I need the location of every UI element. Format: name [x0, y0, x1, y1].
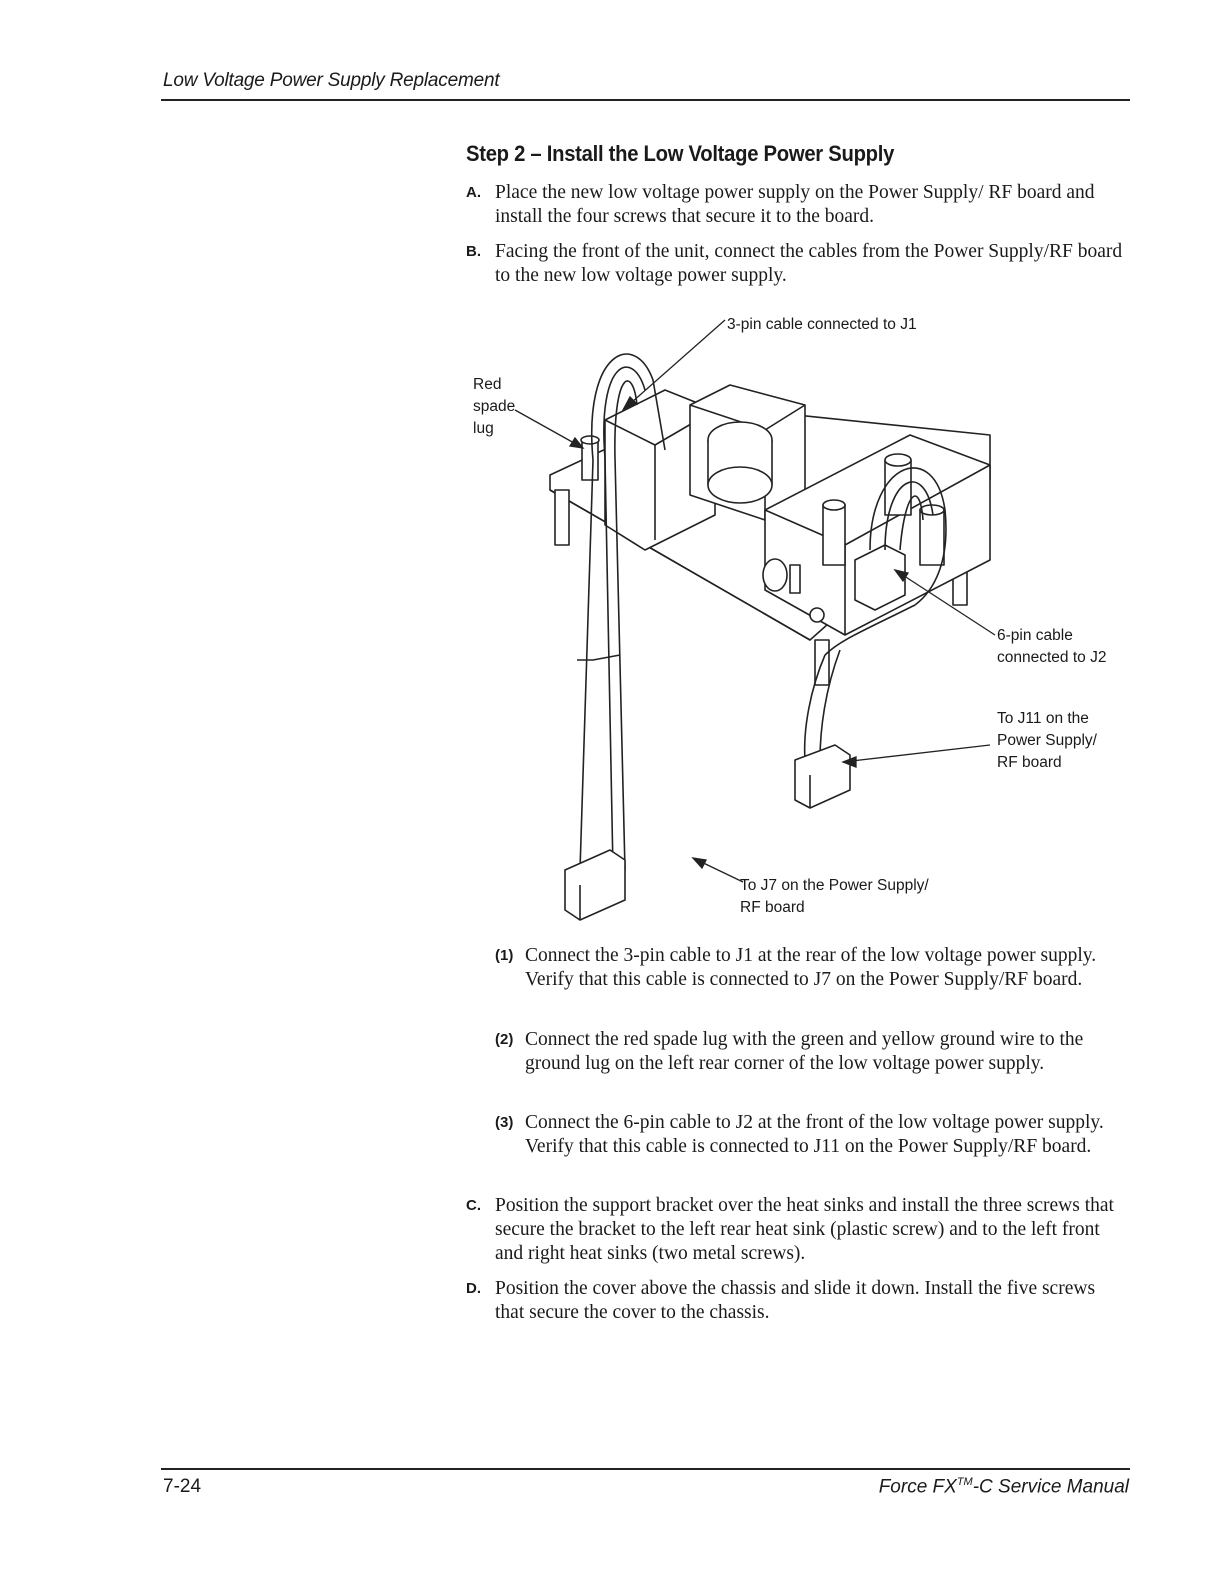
- item-label: A.: [466, 184, 481, 201]
- callout-line: spade: [473, 398, 516, 415]
- item-text: Position the cover above the chassis and slide it down. Install the five screws that secure the cover to the chassis.: [495, 1278, 1096, 1323]
- power-supply-diagram: [465, 310, 1130, 925]
- capacitor-1: [823, 505, 845, 565]
- callout-line: To J7 on the Power Supply/: [740, 877, 929, 894]
- screw: [810, 608, 824, 622]
- item-text: Facing the front of the unit, connect the cables from the Power Supply/RF board to the new low voltage power supply.: [495, 241, 1123, 286]
- sub-item-label: (2): [495, 1031, 514, 1048]
- footer-rule: [161, 1468, 1130, 1470]
- header-rule: [161, 99, 1130, 101]
- item-label: D.: [466, 1280, 481, 1297]
- j11-connector: [795, 745, 850, 808]
- trademark-sup: TM: [956, 1476, 973, 1488]
- power-supply-illustration: [465, 310, 1130, 925]
- item-label: B.: [466, 243, 481, 260]
- sub-item-text: Connect the 6-pin cable to J2 at the front of the low voltage power supply. Verify that this cable is connected to J11 on the Power Supply/RF board.: [525, 1112, 1104, 1157]
- item-text: Place the new low voltage power supply on the Power Supply/ RF board and install the four screws that secure it to the board.: [495, 182, 1095, 227]
- step-title: Step 2 – Install the Low Voltage Power Supply: [466, 141, 895, 166]
- callout-line: RF board: [740, 899, 805, 916]
- callout-line: 6-pin cable: [997, 627, 1073, 644]
- standoff-left: [555, 490, 569, 545]
- sub-item-1: [495, 944, 1127, 992]
- callout-6pin-cable: [997, 625, 1106, 669]
- callout-j11: [997, 708, 1097, 774]
- step-item-d: [466, 1277, 1126, 1325]
- callout-red-spade-lug: [473, 374, 515, 440]
- step-item-c: [466, 1194, 1126, 1266]
- step-item-a: [466, 181, 1126, 229]
- sub-item-text: Connect the 3-pin cable to J1 at the rear of the low voltage power supply. Verify that this cable is connected to J7 on the Power Supply/RF board.: [525, 945, 1097, 990]
- leader-j11: [843, 745, 990, 762]
- item-label: C.: [466, 1197, 481, 1214]
- callout-line: Power Supply/: [997, 732, 1097, 749]
- j7-connector: [565, 850, 625, 920]
- sub-item-label: (1): [495, 947, 514, 964]
- page-number: 7-24: [163, 1476, 202, 1497]
- callout-line: lug: [473, 420, 494, 437]
- sub-item-label: (3): [495, 1114, 514, 1131]
- callout-line: connected to J2: [997, 649, 1107, 666]
- manual-title-main: Force FX: [878, 1476, 957, 1498]
- running-header: Low Voltage Power Supply Replacement: [163, 70, 500, 91]
- callout-3pin-cable: 3-pin cable connected to J1: [727, 316, 917, 333]
- callout-line: RF board: [997, 754, 1062, 771]
- item-text: Position the support bracket over the heat sinks and install the three screws that secure the bracket to the left rear heat sink (plastic screw) and to the left front and right heat sinks (two metal screws).: [495, 1195, 1114, 1264]
- sub-item-text: Connect the red spade lug with the green and yellow ground wire to the ground lug on the left rear corner of the low voltage power supply.: [525, 1029, 1084, 1074]
- callout-line: To J11 on the: [997, 710, 1089, 727]
- callout-line: Red: [473, 376, 502, 393]
- manual-title-rest: -C Service Manual: [972, 1476, 1129, 1498]
- sub-item-3: [495, 1111, 1127, 1159]
- callout-j7: [740, 875, 929, 919]
- manual-title: [879, 1476, 1129, 1498]
- step-item-b: [466, 240, 1126, 288]
- sub-item-2: [495, 1028, 1127, 1076]
- disc-capacitor: [763, 559, 787, 591]
- ground-lug-post: [582, 440, 598, 480]
